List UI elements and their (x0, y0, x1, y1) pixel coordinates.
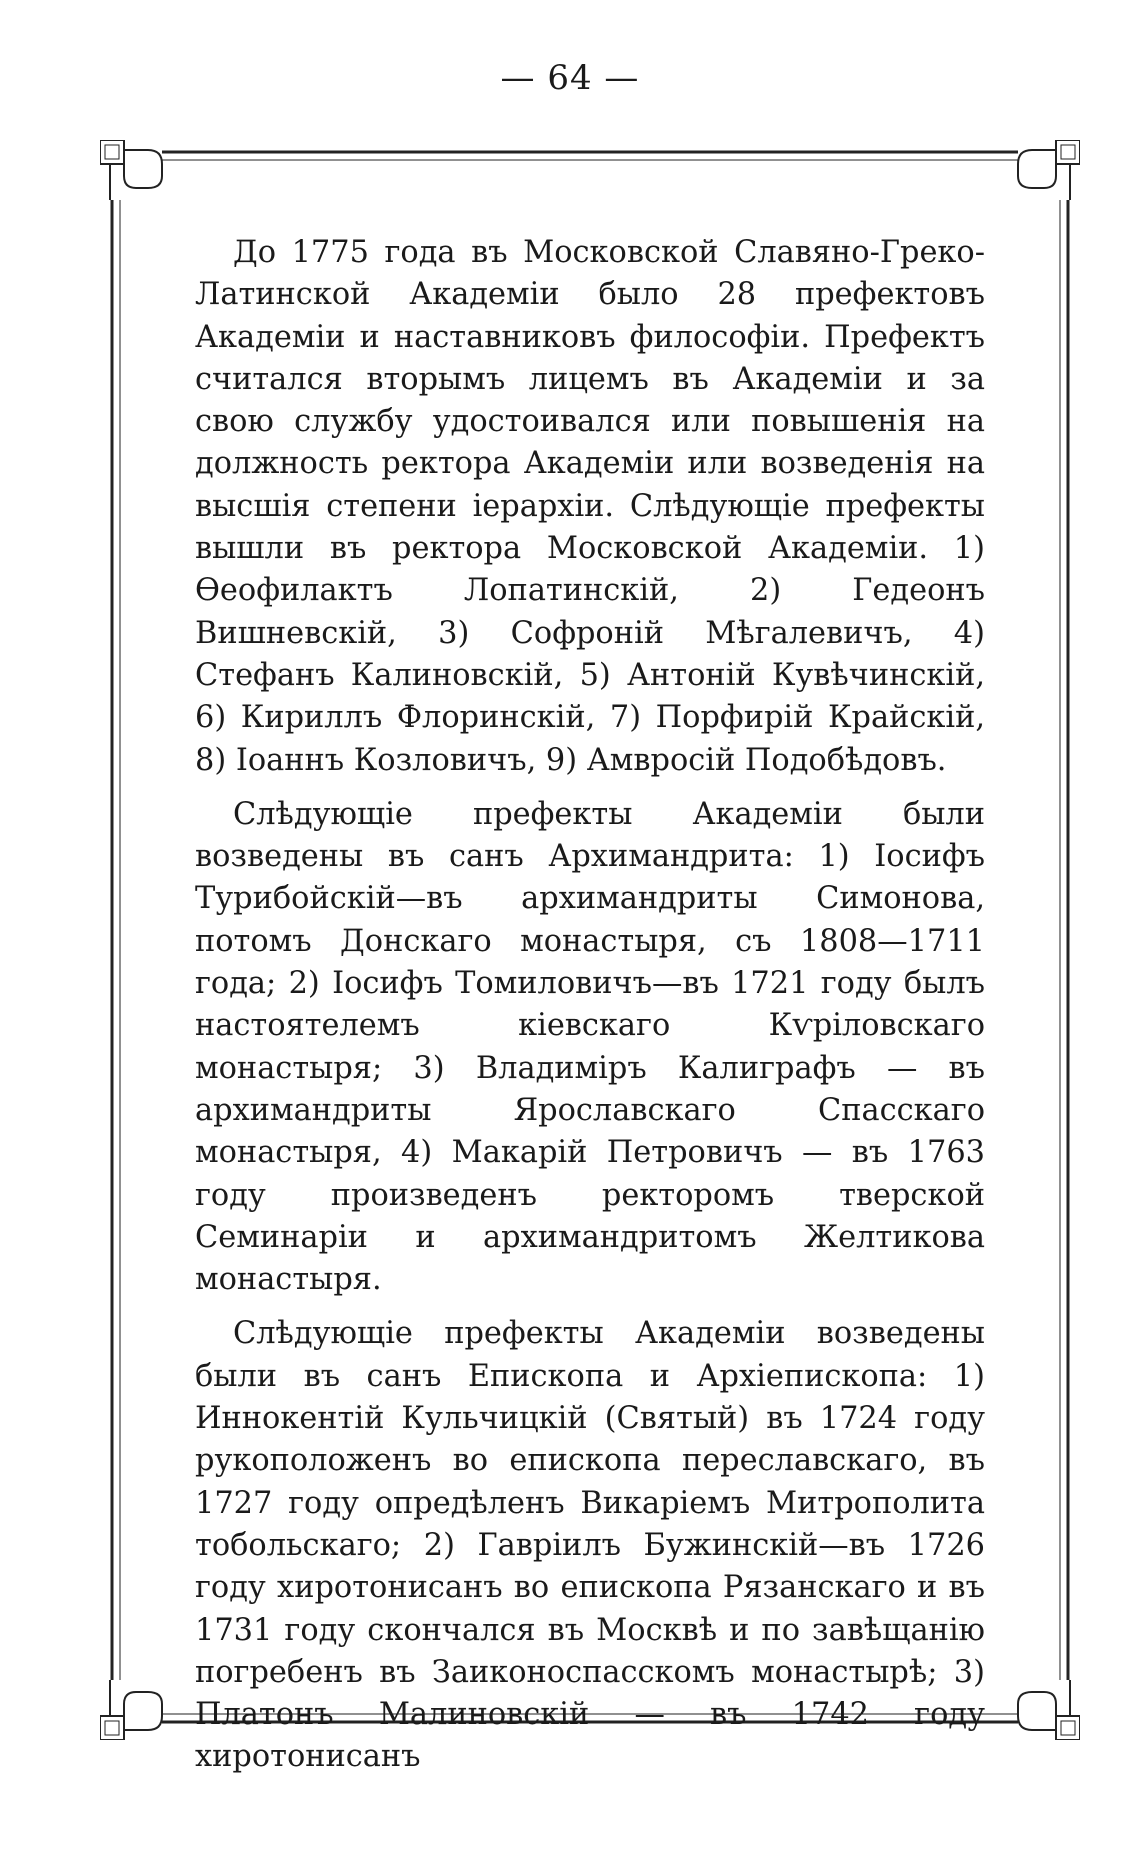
paragraph-1: До 1775 года въ Московской Славяно-Греко-Латинской Академіи было 28 префектовъ Академіи и наставниковъ философіи. Префектъ считался вторымъ лицемъ въ Академіи и за свою службу удостоивался или повышенія на должность ректора Академіи или возведенія на высшія степени іерархіи. Слѣдующіе префекты вышли въ ректора Московской Академіи. 1) Ѳеофилактъ Лопатинскій, 2) Гедеонъ Вишневскій, 3) Софроній Мѣгалевичъ, 4) Стефанъ Калиновскій, 5) Антоній Кувѣчинскій, 6) Кириллъ Флоринскій, 7) Порфирій Крайскій, 8) Іоаннъ Козловичъ, 9) Амвросій Подобѣдовъ. (195, 235, 985, 778)
paragraph-2: Слѣдующіе префекты Академіи были возведены въ санъ Архимандрита: 1) Іосифъ Турибойскій—въ архимандриты Симонова, потомъ Донскаго монастыря, съ 1808—1711 года; 2) Іосифъ Томиловичъ—въ 1721 году былъ настоятелемъ кіевскаго Кѵріловскаго монастыря; 3) Владиміръ Калиграфъ — въ архимандриты Ярославскаго Спасскаго монастыря, 4) Макарій Петровичъ — въ 1763 году произведенъ ректоромъ тверской Семинаріи и архимандритомъ Желтикова монастыря. (195, 796, 985, 1298)
main-text (195, 232, 985, 1791)
paragraph-3: Слѣдующіе префекты Академіи возведены были въ санъ Епископа и Архіепископа: 1) Иннокентій Кульчицкій (Святый) въ 1724 году рукоположенъ во епископа переславскаго, въ 1727 году опредѣленъ Викаріемъ Митрополита тобольскаго; 2) Гавріилъ Бужинскій—въ 1726 году хиротонисанъ во епископа Рязанскаго и въ 1731 году скончался въ Москвѣ и по завѣщанію погребенъ въ Заиконоспасскомъ монастырѣ; 3) Платонъ Малиновскій — въ 1742 году хиротонисанъ (195, 1316, 985, 1775)
page-number: — 64 — (500, 58, 640, 98)
